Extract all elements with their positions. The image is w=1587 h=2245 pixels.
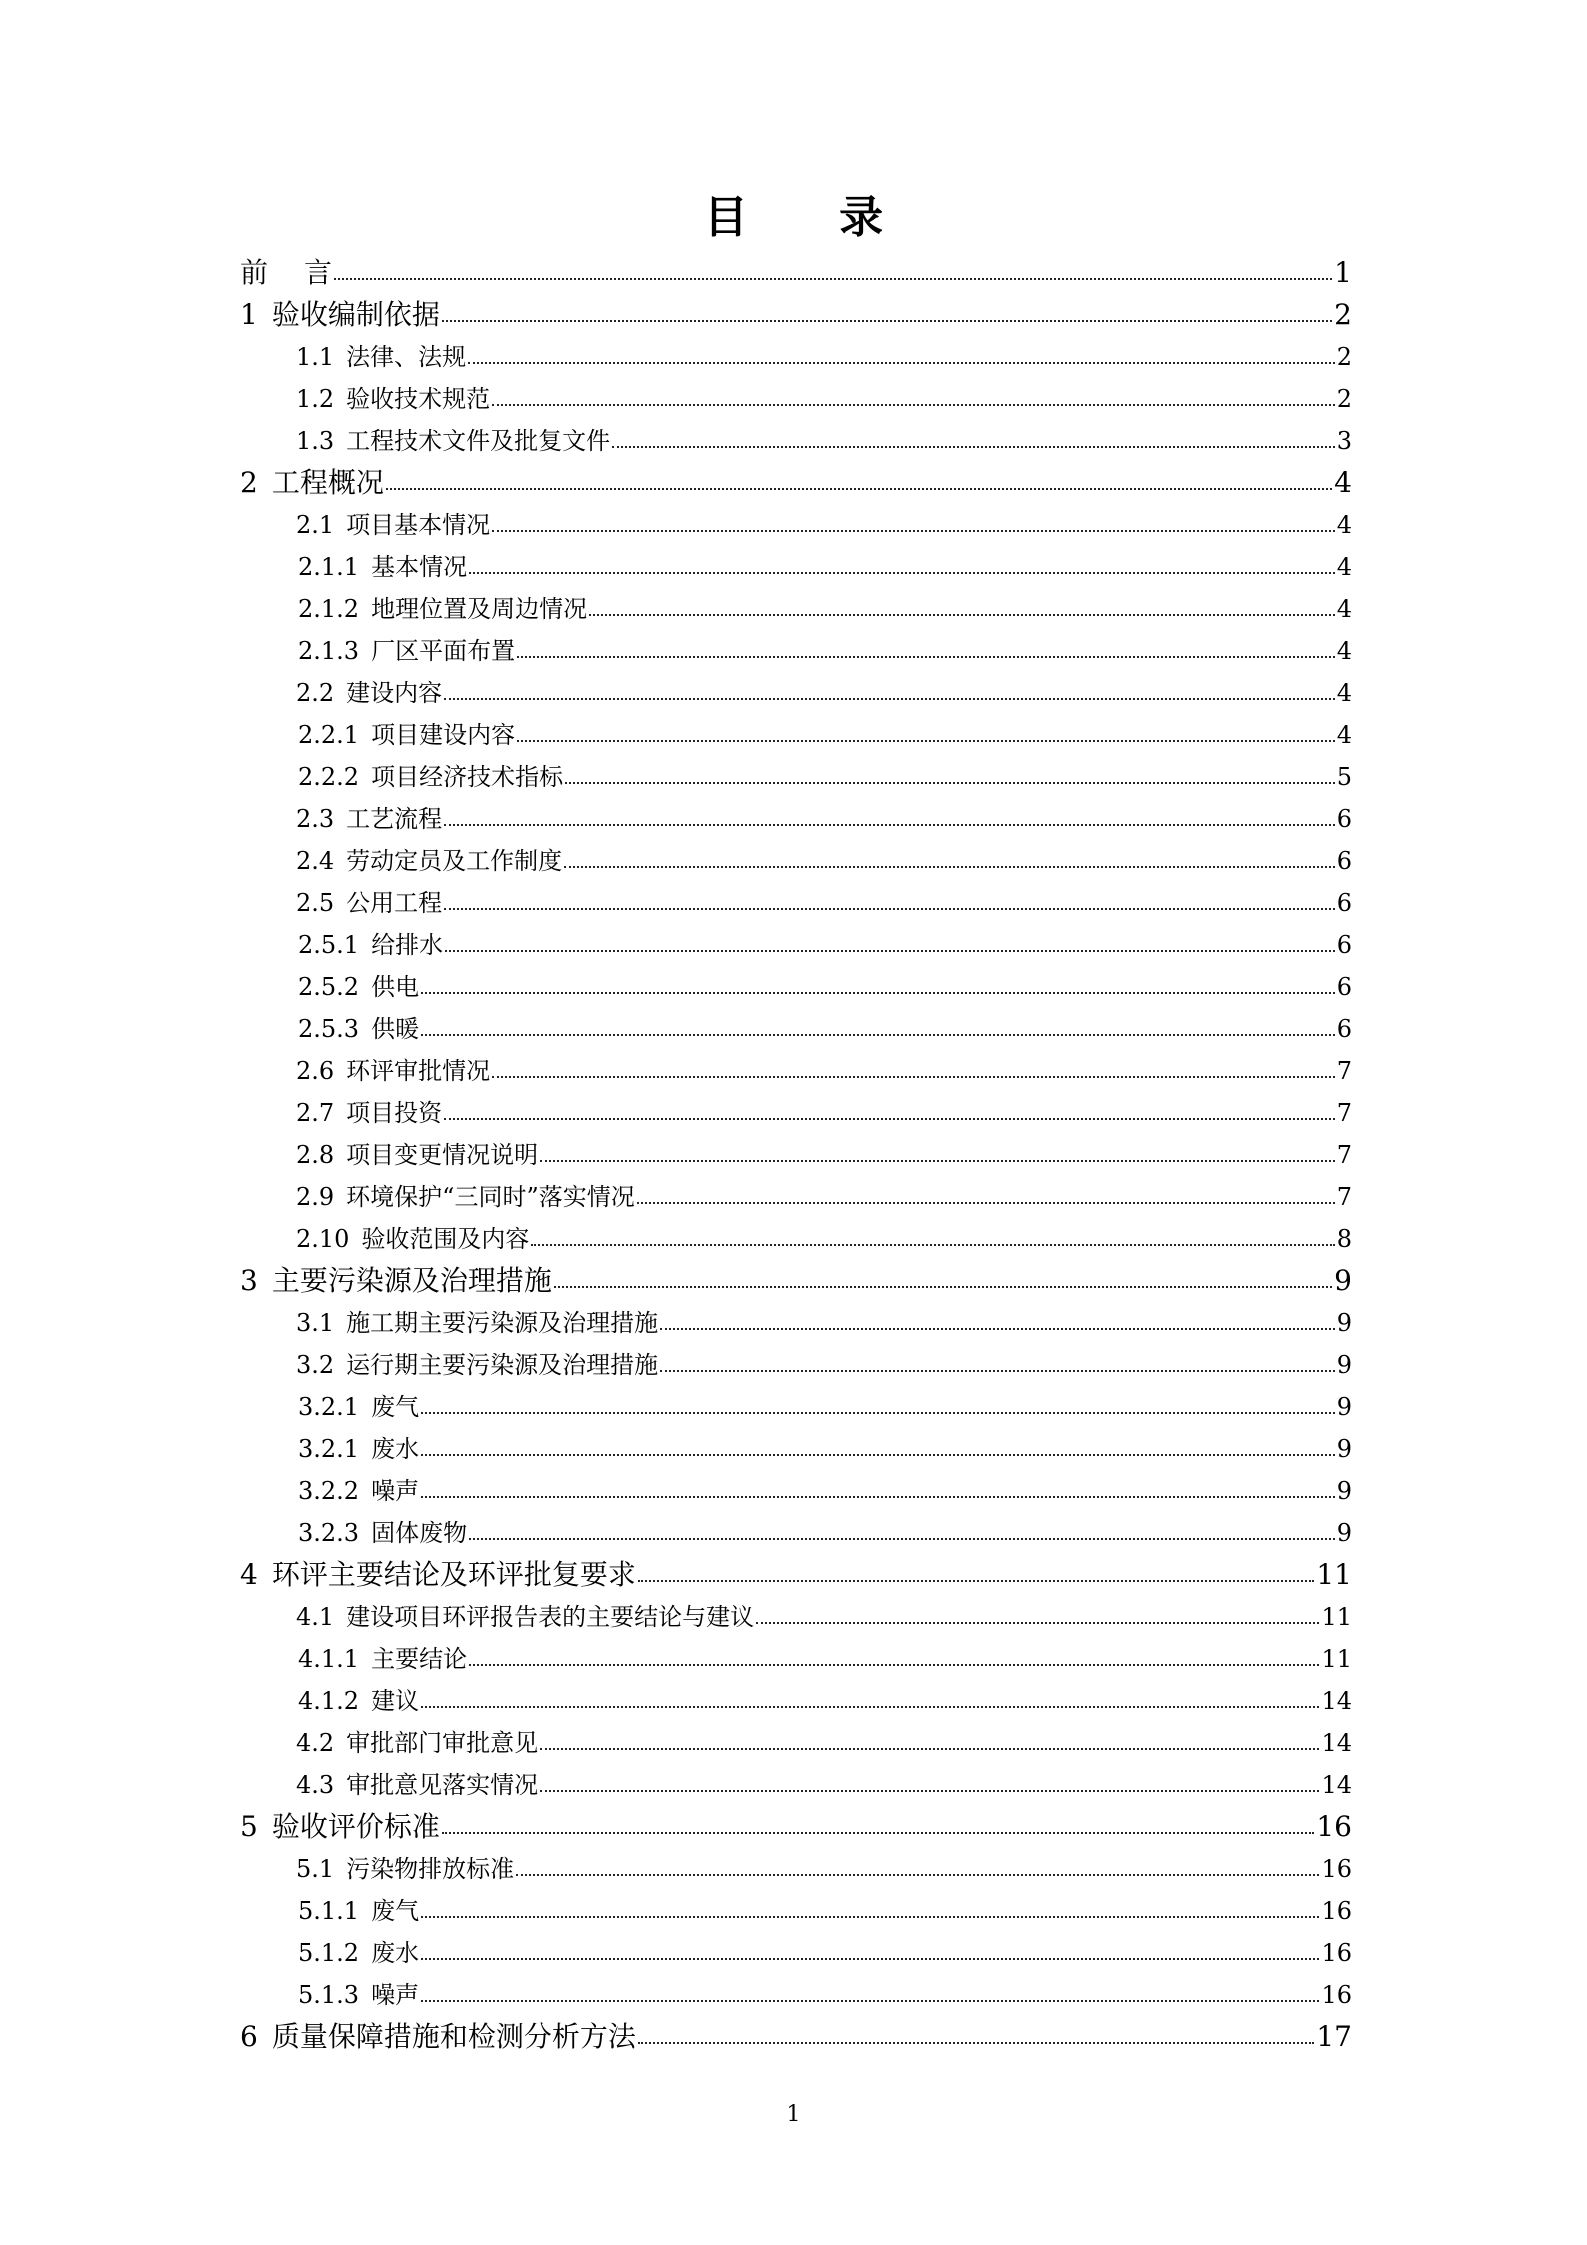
toc-entry-page: 6 — [1336, 973, 1352, 1001]
toc-entry-label: 主要结论 — [371, 1645, 468, 1673]
toc-entry[interactable] — [240, 1886, 1352, 1928]
toc-entry[interactable] — [240, 710, 1352, 752]
toc-entry-page: 9 — [1336, 1309, 1352, 1337]
toc-entry-number: 2.1.3 — [298, 637, 360, 665]
toc-entry-number: 3.1 — [296, 1309, 335, 1337]
toc-entry-page: 14 — [1321, 1687, 1352, 1715]
dot-leader — [531, 1244, 1334, 1246]
toc-entry-page: 2 — [1336, 385, 1352, 413]
dot-leader — [334, 278, 1332, 280]
toc-entry-number: 2.2.2 — [298, 763, 360, 791]
toc-entry-page: 9 — [1336, 1393, 1352, 1421]
toc-entry[interactable] — [240, 1844, 1352, 1886]
dot-leader — [540, 1790, 1319, 1792]
toc-entry-label: 工艺流程 — [346, 805, 443, 833]
dot-leader — [442, 1832, 1315, 1834]
toc-entry-label: 项目经济技术指标 — [371, 763, 564, 791]
toc-entry-label: 建议 — [371, 1687, 420, 1715]
dot-leader — [468, 362, 1335, 364]
toc-entry-page: 16 — [1321, 1939, 1352, 1967]
dot-leader — [492, 1076, 1335, 1078]
toc-entry[interactable] — [240, 1928, 1352, 1970]
toc-entry-label: 厂区平面布置 — [371, 637, 516, 665]
toc-entry-number: 2.2.1 — [298, 721, 360, 749]
toc-entry-page: 9 — [1334, 1264, 1352, 1297]
toc-entry-number: 5 — [240, 1810, 258, 1843]
dot-leader — [660, 1328, 1335, 1330]
toc-entry-page: 6 — [1336, 1015, 1352, 1043]
toc-entry-number: 4.1.2 — [298, 1687, 360, 1715]
toc-entry-label: 主要污染源及治理措施 — [271, 1264, 552, 1297]
toc-entry-page: 14 — [1321, 1771, 1352, 1799]
toc-entry[interactable] — [240, 794, 1352, 836]
toc-entry-number: 2.8 — [296, 1141, 335, 1169]
toc-entry[interactable] — [240, 584, 1352, 626]
toc-entry-page: 16 — [1316, 1810, 1352, 1843]
dot-leader — [565, 782, 1335, 784]
dot-leader — [442, 320, 1332, 322]
toc-entry[interactable] — [240, 962, 1352, 1004]
toc-entry-label: 噪声 — [371, 1981, 420, 2009]
toc-entry[interactable] — [240, 542, 1352, 584]
toc-entry-label: 环评主要结论及环评批复要求 — [271, 1558, 636, 1591]
toc-entry[interactable] — [240, 1340, 1352, 1382]
toc-entry-page: 7 — [1336, 1141, 1352, 1169]
toc-entry-label: 项目变更情况说明 — [346, 1141, 539, 1169]
toc-entry-page: 6 — [1336, 889, 1352, 917]
toc-entry-page: 6 — [1336, 847, 1352, 875]
toc-entry[interactable] — [240, 668, 1352, 710]
toc-entry-page: 14 — [1321, 1729, 1352, 1757]
page-number: 1 — [786, 2102, 801, 2127]
toc-entry-label: 给排水 — [371, 931, 444, 959]
toc-entry-label: 污染物排放标准 — [346, 1855, 515, 1883]
toc-entry-number: 2.1.2 — [298, 595, 360, 623]
toc-entry-label: 项目基本情况 — [346, 511, 491, 539]
toc-entry-number: 3.2.1 — [298, 1393, 360, 1421]
dot-leader — [660, 1370, 1335, 1372]
toc-entry-number: 1 — [240, 298, 258, 331]
toc-title: 目 录 — [703, 192, 922, 243]
dot-leader — [444, 824, 1335, 826]
dot-leader — [421, 1916, 1319, 1918]
toc-entry[interactable] — [240, 1424, 1352, 1466]
toc-entry[interactable] — [240, 1970, 1352, 2012]
toc-entry-page: 17 — [1316, 2020, 1352, 2053]
toc-entry-page: 9 — [1336, 1351, 1352, 1379]
toc-entry-label: 固体废物 — [371, 1519, 468, 1547]
toc-entry-number: 3.2 — [296, 1351, 335, 1379]
toc-entry[interactable] — [240, 752, 1352, 794]
toc-entry-label: 施工期主要污染源及治理措施 — [346, 1309, 659, 1337]
dot-leader — [492, 404, 1335, 406]
toc-entry[interactable] — [240, 1550, 1352, 1592]
dot-leader — [444, 908, 1335, 910]
toc-entry-number: 3 — [240, 1264, 258, 1297]
toc-entry-label: 验收技术规范 — [346, 385, 491, 413]
toc-entry[interactable] — [240, 2012, 1352, 2054]
toc-entry[interactable] — [240, 878, 1352, 920]
toc-entry-number: 2.5.2 — [298, 973, 360, 1001]
toc-entry-label: 项目投资 — [346, 1099, 443, 1127]
dot-leader — [517, 656, 1335, 658]
toc-entry-page: 16 — [1321, 1897, 1352, 1925]
toc-entry-page: 6 — [1336, 805, 1352, 833]
dot-leader — [638, 1580, 1315, 1582]
toc-entry-number: 3.2.3 — [298, 1519, 360, 1547]
dot-leader — [469, 572, 1335, 574]
dot-leader — [421, 1412, 1335, 1414]
dot-leader — [444, 698, 1335, 700]
dot-leader — [421, 1958, 1319, 1960]
toc-entry-page: 9 — [1336, 1435, 1352, 1463]
toc-entry[interactable] — [240, 626, 1352, 668]
toc-entry-label: 基本情况 — [371, 553, 468, 581]
toc-entry-number: 6 — [240, 2020, 258, 2053]
toc-entry-page: 7 — [1336, 1183, 1352, 1211]
toc-entry-number: 4.3 — [296, 1771, 335, 1799]
toc-entry-page: 9 — [1336, 1519, 1352, 1547]
toc-entry-label: 废水 — [371, 1939, 420, 1967]
toc-entry[interactable] — [240, 458, 1352, 500]
toc-entry[interactable] — [240, 1256, 1352, 1298]
toc-entry-number: 前 — [240, 256, 269, 289]
toc-entry-label: 质量保障措施和检测分析方法 — [271, 2020, 636, 2053]
toc-entry-number: 2.1.1 — [298, 553, 360, 581]
toc-entry-label: 供电 — [371, 973, 420, 1001]
toc-entry[interactable] — [240, 1046, 1352, 1088]
toc-entry[interactable] — [240, 1508, 1352, 1550]
dot-leader — [421, 2000, 1319, 2002]
toc-entry[interactable] — [240, 500, 1352, 542]
dot-leader — [421, 1034, 1335, 1036]
toc-entry-label: 建设项目环评报告表的主要结论与建议 — [346, 1603, 755, 1631]
dot-leader — [554, 1286, 1332, 1288]
toc-entry-label: 废气 — [371, 1393, 420, 1421]
toc-entry-label: 工程技术文件及批复文件 — [346, 427, 611, 455]
toc-entry-number: 5.1.3 — [298, 1981, 360, 2009]
toc-entry-number: 2.3 — [296, 805, 335, 833]
toc-entry-page: 4 — [1336, 637, 1352, 665]
toc-entry-page: 11 — [1321, 1603, 1352, 1631]
toc-entry-label: 废气 — [371, 1897, 420, 1925]
toc-entry-number: 2.5 — [296, 889, 335, 917]
toc-entry-label: 地理位置及周边情况 — [371, 595, 588, 623]
toc-entry-page: 16 — [1321, 1981, 1352, 2009]
toc-entry-number: 5.1.1 — [298, 1897, 360, 1925]
toc-entry-number: 2.2 — [296, 679, 335, 707]
toc-entry-page: 2 — [1334, 298, 1352, 331]
dot-leader — [445, 950, 1335, 952]
toc-entry-label: 工程概况 — [271, 466, 384, 499]
toc-entry-label: 项目建设内容 — [371, 721, 516, 749]
toc-entry[interactable] — [240, 1298, 1352, 1340]
toc-entry-number: 2.5.3 — [298, 1015, 360, 1043]
toc-entry-page: 4 — [1336, 721, 1352, 749]
toc-entry-number: 3.2.2 — [298, 1477, 360, 1505]
toc-entry-page: 16 — [1321, 1855, 1352, 1883]
toc-entry[interactable] — [240, 1004, 1352, 1046]
toc-entry[interactable] — [240, 920, 1352, 962]
toc-entry-number: 5.1 — [296, 1855, 335, 1883]
toc-entry-label: 环评审批情况 — [346, 1057, 491, 1085]
dot-leader — [540, 1748, 1319, 1750]
toc-entry-label: 噪声 — [371, 1477, 420, 1505]
toc-entry-page: 9 — [1336, 1477, 1352, 1505]
dot-leader — [386, 488, 1332, 490]
dot-leader — [444, 1118, 1335, 1120]
toc-entry-page: 2 — [1336, 343, 1352, 371]
toc-entry[interactable] — [240, 332, 1352, 374]
dot-leader — [421, 1454, 1335, 1456]
toc-entry-label: 供暖 — [371, 1015, 420, 1043]
toc-entry-page: 11 — [1316, 1558, 1352, 1591]
toc-entry[interactable] — [240, 836, 1352, 878]
toc-entry-number: 4.1.1 — [298, 1645, 360, 1673]
toc-entry-label: 法律、法规 — [346, 343, 467, 371]
toc-entry-page: 3 — [1336, 427, 1352, 455]
toc-entry-number: 2.1 — [296, 511, 335, 539]
toc-entry-page: 7 — [1336, 1057, 1352, 1085]
toc-entry[interactable] — [240, 290, 1352, 332]
dot-leader — [756, 1622, 1319, 1624]
dot-leader — [469, 1538, 1335, 1540]
toc-entry[interactable] — [240, 1382, 1352, 1424]
toc-entry-number: 2.4 — [296, 847, 335, 875]
toc-entry[interactable] — [240, 1466, 1352, 1508]
toc-entry-label: 建设内容 — [346, 679, 443, 707]
toc-entry-number: 1.3 — [296, 427, 335, 455]
toc-entry-page: 5 — [1336, 763, 1352, 791]
toc-entry[interactable] — [240, 1718, 1352, 1760]
toc-entry[interactable] — [240, 1088, 1352, 1130]
toc-entry[interactable] — [240, 1760, 1352, 1802]
toc-entry-page: 1 — [1334, 256, 1352, 289]
toc-entry-label: 验收编制依据 — [271, 298, 440, 331]
toc-entry-label: 验收范围及内容 — [361, 1225, 530, 1253]
dot-leader — [469, 1664, 1319, 1666]
toc-entry-number: 2.5.1 — [298, 931, 360, 959]
toc-entry-number: 2.7 — [296, 1099, 335, 1127]
toc-entry-number: 1.2 — [296, 385, 335, 413]
dot-leader — [516, 1874, 1319, 1876]
toc-entry-label: 审批意见落实情况 — [346, 1771, 539, 1799]
toc-entry-page: 4 — [1336, 553, 1352, 581]
toc-entry-number: 3.2.1 — [298, 1435, 360, 1463]
toc-entry-number: 4.2 — [296, 1729, 335, 1757]
dot-leader — [540, 1160, 1335, 1162]
toc-entry[interactable] — [240, 1592, 1352, 1634]
toc-entry-number: 4 — [240, 1558, 258, 1591]
toc-entry[interactable] — [240, 1214, 1352, 1256]
toc-entry-label: 言 — [304, 256, 333, 289]
dot-leader — [517, 740, 1335, 742]
toc-entry-number: 1.1 — [296, 343, 335, 371]
toc-entry[interactable] — [240, 248, 1352, 290]
toc-entry-label: 审批部门审批意见 — [346, 1729, 539, 1757]
toc-entry-label: 公用工程 — [346, 889, 443, 917]
toc-entry-number: 2 — [240, 466, 258, 499]
toc-entry-number: 4.1 — [296, 1603, 335, 1631]
toc-entry-label: 废水 — [371, 1435, 420, 1463]
toc-entry[interactable] — [240, 1802, 1352, 1844]
toc-entry-label: 劳动定员及工作制度 — [346, 847, 563, 875]
toc-entry-number: 2.10 — [296, 1225, 350, 1253]
toc-entry-page: 4 — [1336, 595, 1352, 623]
toc-entry[interactable] — [240, 1172, 1352, 1214]
dot-leader — [589, 614, 1335, 616]
toc-entry-page: 4 — [1334, 466, 1352, 499]
dot-leader — [638, 2042, 1315, 2044]
dot-leader — [421, 1496, 1335, 1498]
toc-entry-page: 4 — [1336, 511, 1352, 539]
toc-entry-page: 7 — [1336, 1099, 1352, 1127]
dot-leader — [612, 446, 1335, 448]
toc-entry[interactable] — [240, 374, 1352, 416]
table-of-contents — [240, 248, 1352, 2054]
toc-entry[interactable] — [240, 416, 1352, 458]
dot-leader — [421, 1706, 1319, 1708]
toc-entry[interactable] — [240, 1634, 1352, 1676]
toc-entry-page: 6 — [1336, 931, 1352, 959]
dot-leader — [421, 992, 1335, 994]
toc-entry-page: 11 — [1321, 1645, 1352, 1673]
toc-entry[interactable] — [240, 1130, 1352, 1172]
dot-leader — [637, 1202, 1335, 1204]
toc-entry-label: 运行期主要污染源及治理措施 — [346, 1351, 659, 1379]
toc-entry-number: 2.6 — [296, 1057, 335, 1085]
toc-entry-page: 8 — [1336, 1225, 1352, 1253]
dot-leader — [492, 530, 1335, 532]
toc-entry-label: 环境保护“三同时”落实情况 — [346, 1183, 635, 1211]
toc-entry-number: 5.1.2 — [298, 1939, 360, 1967]
toc-entry-page: 4 — [1336, 679, 1352, 707]
dot-leader — [564, 866, 1335, 868]
toc-entry-number: 2.9 — [296, 1183, 335, 1211]
toc-entry[interactable] — [240, 1676, 1352, 1718]
toc-entry-label: 验收评价标准 — [271, 1810, 440, 1843]
